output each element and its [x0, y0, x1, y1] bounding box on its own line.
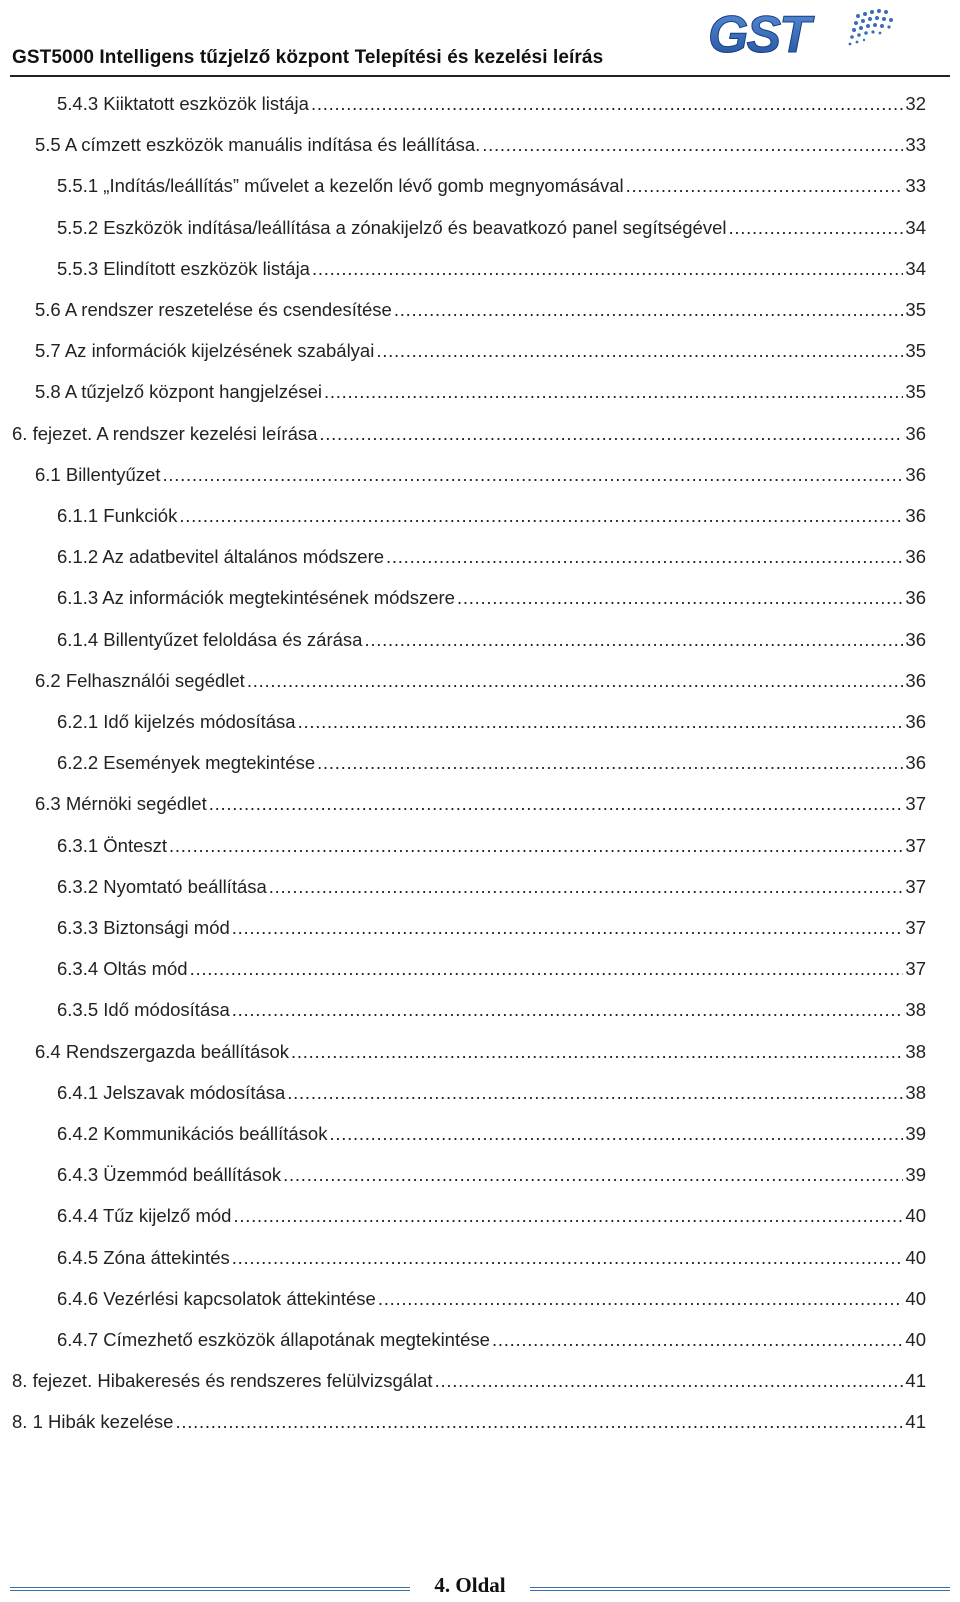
toc-entry-page-number: 36 — [905, 752, 926, 774]
document-title: GST5000 Intelligens tűzjelző központ Telepítési és kezelési leírás — [12, 47, 604, 68]
toc-leader-dots — [378, 1288, 904, 1310]
toc-entry[interactable] — [57, 217, 926, 247]
toc-leader-dots — [457, 587, 903, 609]
toc-entry-title: 6.4.2 Kommunikációs beállítások — [57, 1123, 328, 1144]
toc-entry-page-number: 36 — [905, 711, 926, 732]
toc-leader-dots — [232, 999, 904, 1021]
toc-leader-dots — [482, 134, 903, 156]
footer-divider-left — [10, 1587, 410, 1588]
toc-entry[interactable] — [57, 876, 926, 906]
toc-entry-page-number: 33 — [905, 175, 926, 197]
toc-leader-dots — [287, 1082, 903, 1104]
toc-entry-title: 5.5.2 Eszközök indítása/leállítása a zónakijelző és beavatkozó panel segítségével — [57, 216, 727, 238]
page-header — [0, 0, 960, 82]
toc-entry-page-number: 36 — [905, 587, 926, 609]
toc-entry-title: 8. fejezet. Hibakeresés és rendszeres felülvizsgálat — [12, 1370, 433, 1392]
page-number: 4. Oldal — [434, 1573, 506, 1597]
toc-leader-dots — [175, 1411, 903, 1433]
toc-entry-page-number: 34 — [905, 257, 926, 279]
toc-leader-dots — [232, 917, 904, 939]
toc-leader-dots — [312, 258, 903, 280]
toc-entry-title: 6.4.5 Zóna áttekintés — [57, 1246, 230, 1268]
toc-entry-title: 6.4.3 Üzemmód beállítások — [57, 1164, 282, 1186]
toc-entry-page-number: 34 — [905, 216, 926, 238]
toc-leader-dots — [376, 340, 903, 362]
toc-entry[interactable] — [57, 629, 926, 659]
toc-entry[interactable] — [57, 587, 926, 617]
toc-entry-title: 6.4.6 Vezérlési kapcsolatok áttekintése — [57, 1287, 376, 1309]
toc-leader-dots — [190, 958, 904, 980]
toc-entry[interactable] — [35, 299, 926, 329]
toc-entry-page-number: 36 — [905, 669, 926, 691]
toc-entry-page-number: 36 — [905, 546, 926, 568]
toc-entry-title: 6.4 Rendszergazda beállítások — [35, 1040, 290, 1062]
toc-entry[interactable] — [57, 93, 926, 123]
toc-entry[interactable] — [57, 958, 926, 988]
toc-entry-title: 5.5.1 „Indítás/leállítás” művelet a kezelőn lévő gomb megnyomásával — [57, 175, 624, 197]
toc-entry-page-number: 40 — [905, 1246, 926, 1268]
footer-divider-left-2 — [10, 1590, 410, 1591]
toc-entry[interactable] — [57, 835, 926, 865]
toc-leader-dots — [364, 629, 903, 651]
toc-entry-title: 5.7 Az információk kijelzésének szabályai — [35, 340, 375, 362]
toc-entry-title: 6.2.2 Események megtekintése — [57, 752, 316, 774]
toc-entry[interactable] — [57, 1329, 926, 1359]
toc-leader-dots — [247, 670, 904, 692]
toc-leader-dots — [233, 1205, 903, 1227]
toc-entry[interactable] — [12, 423, 926, 453]
toc-entry-page-number: 33 — [905, 134, 926, 156]
toc-entry[interactable] — [35, 1041, 926, 1071]
toc-leader-dots — [291, 1041, 903, 1063]
toc-leader-dots — [435, 1370, 904, 1392]
toc-leader-dots — [626, 175, 904, 197]
toc-entry[interactable] — [35, 670, 926, 700]
toc-leader-dots — [386, 546, 903, 568]
toc-entry-page-number: 37 — [905, 793, 926, 815]
toc-entry-title: 6.1.1 Funkciók — [57, 505, 178, 526]
toc-entry[interactable] — [57, 1123, 926, 1153]
toc-entry[interactable] — [57, 917, 926, 947]
toc-entry-title: 5.5 A címzett eszközök manuális indítása és leállítása. — [35, 134, 481, 156]
toc-entry-page-number: 35 — [905, 340, 926, 362]
toc-entry-page-number: 32 — [905, 93, 926, 114]
toc-entry[interactable] — [57, 711, 926, 741]
toc-entry[interactable] — [35, 134, 926, 164]
toc-entry-title: 5.5.3 Elindított eszközök listája — [57, 257, 310, 279]
toc-leader-dots — [324, 381, 903, 403]
toc-entry[interactable] — [57, 999, 926, 1029]
toc-entry-page-number: 37 — [905, 958, 926, 980]
toc-entry-title: 6.3 Mérnöki segédlet — [35, 793, 207, 815]
toc-entry-page-number: 37 — [905, 834, 926, 856]
toc-entry-page-number: 38 — [905, 999, 926, 1021]
toc-leader-dots — [311, 93, 903, 115]
toc-entry-page-number: 40 — [905, 1287, 926, 1309]
footer-divider-right-2 — [530, 1590, 950, 1591]
toc-entry-title: 6.3.1 Önteszt — [57, 834, 168, 856]
toc-leader-dots — [298, 711, 904, 733]
toc-leader-dots — [492, 1329, 903, 1351]
toc-leader-dots — [232, 1247, 904, 1269]
toc-entry-title: 6.1.4 Billentyűzet feloldása és zárása — [57, 628, 363, 650]
toc-entry[interactable] — [57, 752, 926, 782]
toc-entry-title: 5.4.3 Kiiktatott eszközök listája — [57, 93, 309, 114]
toc-entry-page-number: 38 — [905, 1081, 926, 1103]
toc-entry[interactable] — [57, 1164, 926, 1194]
toc-entry-title: 6.4.4 Tűz kijelző mód — [57, 1205, 232, 1227]
toc-leader-dots — [283, 1164, 903, 1186]
toc-entry-page-number: 37 — [905, 875, 926, 897]
toc-entry-page-number: 36 — [905, 505, 926, 526]
toc-leader-dots — [394, 299, 904, 321]
toc-entry-title: 6.3.2 Nyomtató beállítása — [57, 875, 267, 897]
toc-entry-title: 6.1 Billentyűzet — [35, 463, 161, 485]
toc-entry[interactable] — [57, 505, 926, 535]
toc-leader-dots — [319, 423, 903, 445]
toc-entry-title: 8. 1 Hibák kezelése — [12, 1411, 174, 1433]
toc-entry[interactable] — [57, 175, 926, 205]
toc-entry-title: 6.4.1 Jelszavak módosítása — [57, 1081, 286, 1103]
toc-entry-page-number: 39 — [905, 1164, 926, 1186]
toc-entry-title: 6.2 Felhasználói segédlet — [35, 669, 245, 691]
toc-entry-page-number: 41 — [905, 1411, 926, 1433]
toc-entry-title: 6.4.7 Címezhető eszközök állapotának megtekintése — [57, 1329, 490, 1350]
toc-entry-title: 5.6 A rendszer reszetelése és csendesítése — [35, 299, 392, 320]
toc-entry[interactable] — [57, 1082, 926, 1112]
toc-entry[interactable] — [57, 546, 926, 576]
toc-entry-page-number: 40 — [905, 1329, 926, 1350]
toc-entry[interactable] — [12, 1411, 926, 1441]
toc-entry[interactable] — [57, 1247, 926, 1277]
toc-entry-title: 6.3.3 Biztonsági mód — [57, 917, 230, 938]
toc-entry-page-number: 36 — [905, 422, 926, 444]
toc-entry-page-number: 35 — [905, 299, 926, 320]
toc-leader-dots — [269, 876, 904, 898]
header-divider — [10, 75, 950, 77]
toc-entry[interactable] — [35, 464, 926, 494]
footer-divider-right — [530, 1587, 950, 1588]
gst-logo — [708, 6, 908, 61]
toc-entry-page-number: 36 — [905, 463, 926, 485]
toc-entry[interactable] — [35, 381, 926, 411]
toc-entry-title: 6. fejezet. A rendszer kezelési leírása — [12, 422, 318, 444]
toc-entry-page-number: 35 — [905, 381, 926, 403]
toc-entry-title: 6.3.5 Idő módosítása — [57, 999, 230, 1021]
toc-entry[interactable] — [35, 793, 926, 823]
toc-leader-dots — [179, 505, 903, 527]
toc-entry-title: 6.2.1 Idő kijelzés módosítása — [57, 711, 296, 732]
toc-entry-page-number: 41 — [905, 1370, 926, 1392]
toc-entry-title: 5.8 A tűzjelző központ hangjelzései — [35, 381, 322, 403]
toc-leader-dots — [209, 793, 904, 815]
page-footer — [0, 1570, 960, 1602]
toc-entry[interactable] — [12, 1370, 926, 1400]
toc-leader-dots — [729, 217, 904, 239]
toc-leader-dots — [317, 752, 903, 774]
svg-text:GST: GST — [708, 6, 809, 61]
toc-leader-dots — [329, 1123, 903, 1145]
toc-entry-page-number: 36 — [905, 628, 926, 650]
toc-entry-page-number: 37 — [905, 917, 926, 938]
toc-entry[interactable] — [35, 340, 926, 370]
toc-entry-title: 6.3.4 Oltás mód — [57, 958, 188, 980]
toc-entry[interactable] — [57, 258, 926, 288]
toc-entry[interactable] — [57, 1288, 926, 1318]
toc-entry-page-number: 38 — [905, 1040, 926, 1062]
toc-leader-dots — [169, 835, 903, 857]
toc-entry-title: 6.1.3 Az információk megtekintésének módszere — [57, 587, 455, 609]
toc-entry-page-number: 39 — [905, 1123, 926, 1144]
toc-entry-page-number: 40 — [905, 1205, 926, 1227]
toc-entry[interactable] — [57, 1205, 926, 1235]
toc-entry-title: 6.1.2 Az adatbevitel általános módszere — [57, 546, 385, 568]
toc-leader-dots — [162, 464, 903, 486]
